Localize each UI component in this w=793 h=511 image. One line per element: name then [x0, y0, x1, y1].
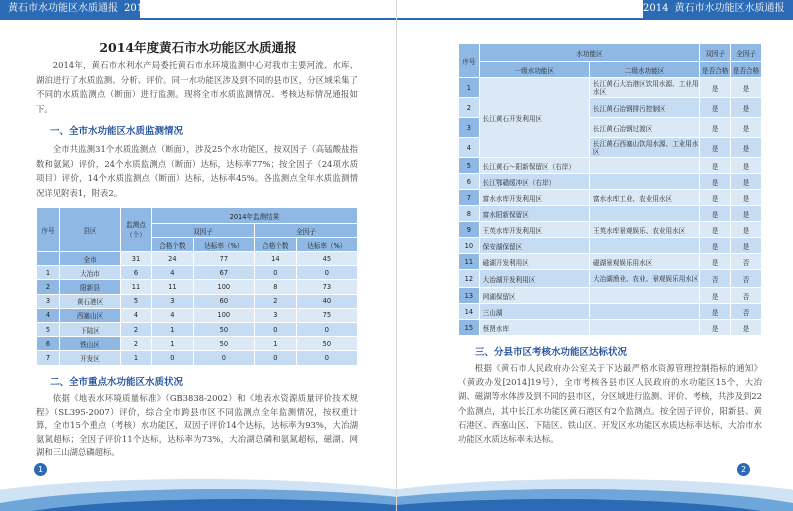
t1-cell: 6: [121, 266, 152, 280]
table-row: [459, 78, 762, 98]
t1-cell: 全市: [60, 252, 121, 266]
t1-cell: 阳新县: [60, 280, 121, 294]
t2-cell: 是: [731, 174, 762, 190]
t1-cell: 黄石港区: [60, 294, 121, 308]
t1-cell: 5: [37, 322, 60, 336]
t1-header-dual: 双因子: [152, 224, 255, 238]
t2-cell: 2: [459, 98, 480, 118]
t1-header-county: 县区: [60, 208, 121, 252]
t1-cell: 4: [121, 308, 152, 322]
t1-cell: 2: [37, 280, 60, 294]
left-header-title: 黄石市水功能区水质通报: [8, 3, 118, 14]
t1-cell: 67: [193, 266, 254, 280]
table-row: [37, 322, 358, 336]
t1-cell: 2: [121, 322, 152, 336]
t2-header-ok2: 是否合格: [731, 62, 762, 78]
right-header-title: 黄石市水功能区水质通报: [674, 3, 785, 14]
t1-cell: 8: [254, 280, 296, 294]
table-row: [459, 254, 762, 270]
t2-cell: 是: [731, 206, 762, 222]
t2-cell: 王英水库开发利用区: [479, 222, 589, 238]
t2-cell: 大冶湖开发利用区: [479, 270, 589, 288]
t1-cell: 50: [296, 337, 357, 351]
table-row: [459, 222, 762, 238]
t1-row-total: [37, 252, 358, 266]
t2-cell: 6: [459, 174, 480, 190]
t2-cell: 1: [459, 78, 480, 98]
t2-cell: 长江黄石西塞山饮用水源、工业用水区: [589, 138, 699, 158]
right-header-year: 2014: [643, 3, 669, 14]
t2-cell: 长江黄石～阳新保留区（右岸）: [479, 158, 589, 174]
t1-header-qualified: 合格个数: [152, 238, 194, 252]
section1-heading: 一、全市水功能区水质监测情况: [50, 126, 184, 137]
t2-cell: 富水水库工业、农业用水区: [589, 190, 699, 206]
t2-cell: 4: [459, 138, 480, 158]
t1-cell: 6: [37, 337, 60, 351]
table-row: [37, 294, 358, 308]
t2-cell: 长江黄石冶钢过渡区: [589, 118, 699, 138]
t2-cell: 是: [700, 222, 731, 238]
t2-cell: 是: [700, 118, 731, 138]
t1-cell: 0: [254, 351, 296, 365]
t2-header-dual: 双因子: [700, 44, 731, 62]
t1-cell: 45: [296, 252, 357, 266]
t1-cell: 31: [121, 252, 152, 266]
t1-cell: 0: [296, 351, 357, 365]
right-page-number: 2: [737, 463, 750, 476]
t1-cell: 24: [152, 252, 194, 266]
t2-cell: 是: [700, 190, 731, 206]
table-row: [459, 206, 762, 222]
t2-cell: 是: [700, 238, 731, 254]
intro-paragraph: 2014年，黄石市水利水产局委托黄石市水环境监测中心对我市主要河流、水库、湖泊进行了水质监测、分析、评价。同一水功能区涉及到不同的县市区，分区域采集了不同的水质监测点（断面）进行监测。现将全市水质监测情况、考核达标情况通报如下。: [36, 60, 358, 114]
t1-cell: 77: [193, 252, 254, 266]
t2-cell: 磁湖开发利用区: [479, 254, 589, 270]
t2-cell: 是: [700, 174, 731, 190]
t1-header-seq: 序号: [37, 208, 60, 252]
t2-cell: 是: [700, 304, 731, 320]
water-zone-table: [458, 43, 762, 336]
t2-cell: 9: [459, 222, 480, 238]
t1-cell: 2: [121, 337, 152, 351]
t1-cell: 西塞山区: [60, 308, 121, 322]
section3-heading: 三、分县市区考核水功能区达标状况: [475, 347, 628, 358]
t2-header-zone: 水功能区: [479, 44, 700, 62]
left-page-number: 1: [34, 463, 47, 476]
t1-cell: 0: [296, 266, 357, 280]
t2-cell: 磁湖景观娱乐用水区: [589, 254, 699, 270]
t1-cell: 7: [37, 351, 60, 365]
t1-cell: 5: [121, 294, 152, 308]
t2-cell: 是: [700, 98, 731, 118]
t2-cell: 是: [731, 238, 762, 254]
t2-header-full: 全因子: [731, 44, 762, 62]
t2-group-level1: 长江黄石开发利用区: [479, 78, 589, 158]
t2-cell: 是: [700, 288, 731, 304]
t2-cell: [589, 158, 699, 174]
table-row: [459, 288, 762, 304]
t1-cell: 3: [37, 294, 60, 308]
t2-cell: 网湖保留区: [479, 288, 589, 304]
t2-cell: 保安湖保留区: [479, 238, 589, 254]
left-header-year: 2014: [124, 3, 150, 14]
table-row: [459, 270, 762, 288]
table-row: [37, 351, 358, 365]
county-results-table: [36, 207, 358, 366]
table-row: [459, 190, 762, 206]
t2-cell: 12: [459, 270, 480, 288]
t1-header-qualified2: 合格个数: [254, 238, 296, 252]
t2-cell: 10: [459, 238, 480, 254]
table-row: [37, 337, 358, 351]
t1-cell: 0: [193, 351, 254, 365]
t1-header-full: 全因子: [254, 224, 357, 238]
t2-cell: [589, 206, 699, 222]
t2-cell: 是: [700, 138, 731, 158]
t1-cell: 1: [152, 337, 194, 351]
left-footer-wave: [0, 471, 396, 511]
t1-cell: 1: [152, 322, 194, 336]
t2-cell: 3: [459, 118, 480, 138]
t1-cell: 0: [254, 266, 296, 280]
t1-cell: 1: [254, 337, 296, 351]
t1-cell: 铁山区: [60, 337, 121, 351]
t1-cell: 1: [121, 351, 152, 365]
t1-cell: 2: [254, 294, 296, 308]
t2-cell: 否: [700, 270, 731, 288]
t2-cell: 是: [700, 320, 731, 336]
t2-cell: 否: [731, 304, 762, 320]
t2-cell: 富水水库开发利用区: [479, 190, 589, 206]
t2-cell: 15: [459, 320, 480, 336]
t2-cell: 否: [731, 254, 762, 270]
t1-header-result: 2014年监测结果: [152, 208, 358, 224]
section2-paragraph: 依据《地表水环境质量标准》（GB3838-2002）和《地表水资源质量评价技术规程》（SL395-2007）评价，综合全市跨县市区不同监测点全年监测情况，按权重计算，全市15个重点（考核）水功能区，双因子评价14个达标，达标率为93%，大冶湖氨氮超标；全因子评价11个达标，达标率为73%，大冶湖总磷和氨氮超标，磁湖、网湖和三山湖总磷超标。: [36, 393, 358, 458]
t2-cell: 富水阳新保留区: [479, 206, 589, 222]
t2-cell: 是: [731, 320, 762, 336]
t1-cell: 下陆区: [60, 322, 121, 336]
t2-cell: [589, 238, 699, 254]
t1-cell: 60: [193, 294, 254, 308]
t2-cell: [589, 174, 699, 190]
t2-cell: 13: [459, 288, 480, 304]
t2-cell: 是: [700, 158, 731, 174]
table-row: [37, 308, 358, 322]
t2-header-ok1: 是否合格: [700, 62, 731, 78]
t1-cell: 11: [121, 280, 152, 294]
section1-paragraph: 全市共监测31个水质监测点（断面），涉及25个水功能区，按双因子（高锰酸盐指数和氨氮）评价，24个水质监测点（断面）达标，达标率77%；按全因子（24项水质项目）评价，14个水质监测点（断面）达标，达标率45%。各监测点全年水质监测情况详见附表1，附表2。: [36, 144, 358, 198]
t2-cell: 长江鄂赣缓冲区（右岸）: [479, 174, 589, 190]
left-header-band: [0, 0, 150, 18]
t2-cell: 是: [731, 78, 762, 98]
t2-cell: 5: [459, 158, 480, 174]
t1-cell: 11: [152, 280, 194, 294]
t2-cell: 长江黄石冶钢排污控制区: [589, 98, 699, 118]
t1-cell: 100: [193, 308, 254, 322]
t1-cell: 开发区: [60, 351, 121, 365]
t2-cell: 是: [731, 98, 762, 118]
t1-cell: 100: [193, 280, 254, 294]
t1-cell: 50: [193, 322, 254, 336]
t2-cell: 蔡贤水库: [479, 320, 589, 336]
t2-cell: 长江黄石大冶港区饮用水源、工业用水区: [589, 78, 699, 98]
t1-cell: 1: [37, 266, 60, 280]
t2-header-level2: 二级水功能区: [589, 62, 699, 78]
section3-paragraph: 根据《黄石市人民政府办公室关于下达最严格水资源管理控制指标的通知》（黄政办发[2014]19号），全市考核各县市区人民政府的水功能区15个，大冶湖、磁湖等水体涉及到不同的县市区，分区域进行监测、评价、考核，共涉及到22个监测点，其中长江水功能区黄石港区有2个监测点。按全因子评价，阳新县、黄石港区、西塞山区、下陆区、铁山区、开发区水功能区水质达标率达标，大冶市水功能区水质达标率未达标。: [458, 363, 762, 445]
t1-cell: [37, 252, 60, 266]
t1-cell: 50: [193, 337, 254, 351]
right-footer-wave: [397, 471, 793, 511]
t2-cell: 11: [459, 254, 480, 270]
table-row: [459, 158, 762, 174]
t1-header-rate2: 达标率（%）: [296, 238, 357, 252]
right-header-band: [643, 0, 793, 18]
t2-cell: 是: [731, 118, 762, 138]
t2-cell: 三山湖: [479, 304, 589, 320]
t2-cell: 14: [459, 304, 480, 320]
t2-header-level1: 一级水功能区: [479, 62, 589, 78]
table-row: [459, 174, 762, 190]
t1-cell: 40: [296, 294, 357, 308]
table-row: [459, 304, 762, 320]
t2-cell: 大冶湖渔业、农业、景观娱乐用水区: [589, 270, 699, 288]
table-row: [37, 266, 358, 280]
table-row: [37, 280, 358, 294]
t1-header-points: 监测点（个）: [121, 208, 152, 252]
t2-cell: 否: [731, 270, 762, 288]
t1-cell: 4: [37, 308, 60, 322]
t2-cell: 是: [731, 138, 762, 158]
t2-cell: 8: [459, 206, 480, 222]
t1-cell: 73: [296, 280, 357, 294]
right-header-rule: [397, 18, 793, 20]
right-page: [397, 0, 793, 511]
t2-cell: [589, 288, 699, 304]
t2-cell: 是: [700, 78, 731, 98]
t2-cell: 是: [731, 222, 762, 238]
t2-cell: 是: [700, 206, 731, 222]
t2-cell: [589, 320, 699, 336]
t1-cell: 4: [152, 308, 194, 322]
t1-cell: 0: [296, 322, 357, 336]
t1-cell: 3: [254, 308, 296, 322]
t2-cell: 是: [731, 190, 762, 206]
t2-cell: 否: [731, 288, 762, 304]
t1-cell: 4: [152, 266, 194, 280]
t2-cell: [589, 304, 699, 320]
table-row: [459, 320, 762, 336]
t1-cell: 14: [254, 252, 296, 266]
page-title: 2014年度黄石市水功能区水质通报: [99, 40, 297, 55]
section2-heading: 二、全市重点水功能区水质状况: [50, 377, 184, 388]
t1-cell: 75: [296, 308, 357, 322]
t2-header-seq: 序号: [459, 44, 480, 78]
t1-cell: 0: [254, 322, 296, 336]
table-row: [459, 238, 762, 254]
t1-cell: 0: [152, 351, 194, 365]
left-page: [0, 0, 396, 511]
t1-cell: 大冶市: [60, 266, 121, 280]
t2-cell: 7: [459, 190, 480, 206]
t1-header-rate: 达标率（%）: [193, 238, 254, 252]
t1-cell: 3: [152, 294, 194, 308]
t2-cell: 王英水库景观娱乐、农业用水区: [589, 222, 699, 238]
left-header-rule: [0, 18, 396, 20]
t2-cell: 是: [731, 158, 762, 174]
t2-cell: 是: [700, 254, 731, 270]
